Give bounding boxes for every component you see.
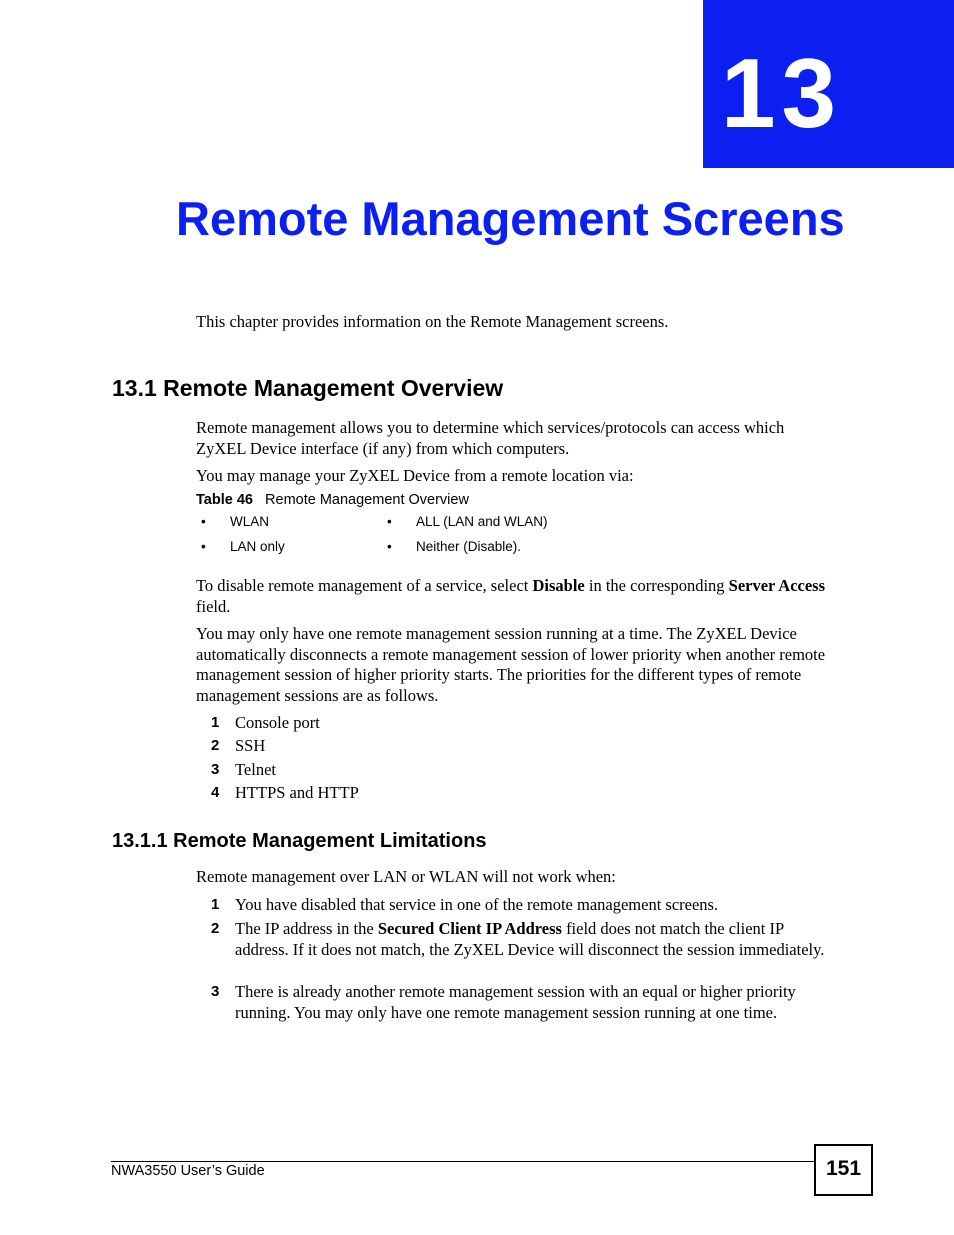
table-label: Table 46 (196, 492, 253, 508)
chapter-number: 13 (721, 38, 843, 148)
limitations-paragraph: Remote management over LAN or WLAN will not work when: (196, 867, 616, 886)
footer-guide-name: NWA3550 User’s Guide (111, 1163, 265, 1179)
session-paragraph: You may only have one remote management session running at a time. The ZyXEL Device automatically disconnects a remote management session of lower priority when another remote management session of higher priority starts. The priorities for the different types of remote management sessions are as follows. (196, 624, 826, 705)
bullet-icon: • (387, 539, 392, 554)
page-number-box (814, 1144, 873, 1196)
overview-paragraph-2: You may manage your ZyXEL Device from a remote location via: (196, 466, 634, 485)
page-number: 151 (825, 1157, 862, 1180)
bullet-icon: • (201, 514, 206, 529)
overview-paragraph-1: Remote management allows you to determine which services/protocols can access which ZyXEL Device interface (if any) from which computers. (196, 418, 785, 458)
bullet-icon: • (201, 539, 206, 554)
section-heading-overview: 13.1 Remote Management Overview (112, 375, 504, 401)
bullet-icon: • (387, 514, 392, 529)
chapter-number-box (703, 0, 954, 168)
cell-text: LAN only (230, 539, 285, 554)
table-row (196, 537, 836, 557)
cell-text: ALL (LAN and WLAN) (416, 514, 548, 529)
cell-text: Neither (Disable). (416, 539, 522, 554)
table-caption (196, 491, 469, 509)
intro-paragraph: This chapter provides information on the Remote Management screens. (196, 312, 669, 331)
disable-paragraph: To disable remote management of a service, select Disable in the corresponding Server Access field. (196, 576, 826, 616)
chapter-title: Remote Management Screens (176, 192, 845, 245)
table-row (196, 512, 836, 532)
cell-text: WLAN (230, 514, 270, 529)
table-title: Remote Management Overview (265, 492, 469, 508)
section-heading-limitations: 13.1.1 Remote Management Limitations (112, 830, 487, 852)
